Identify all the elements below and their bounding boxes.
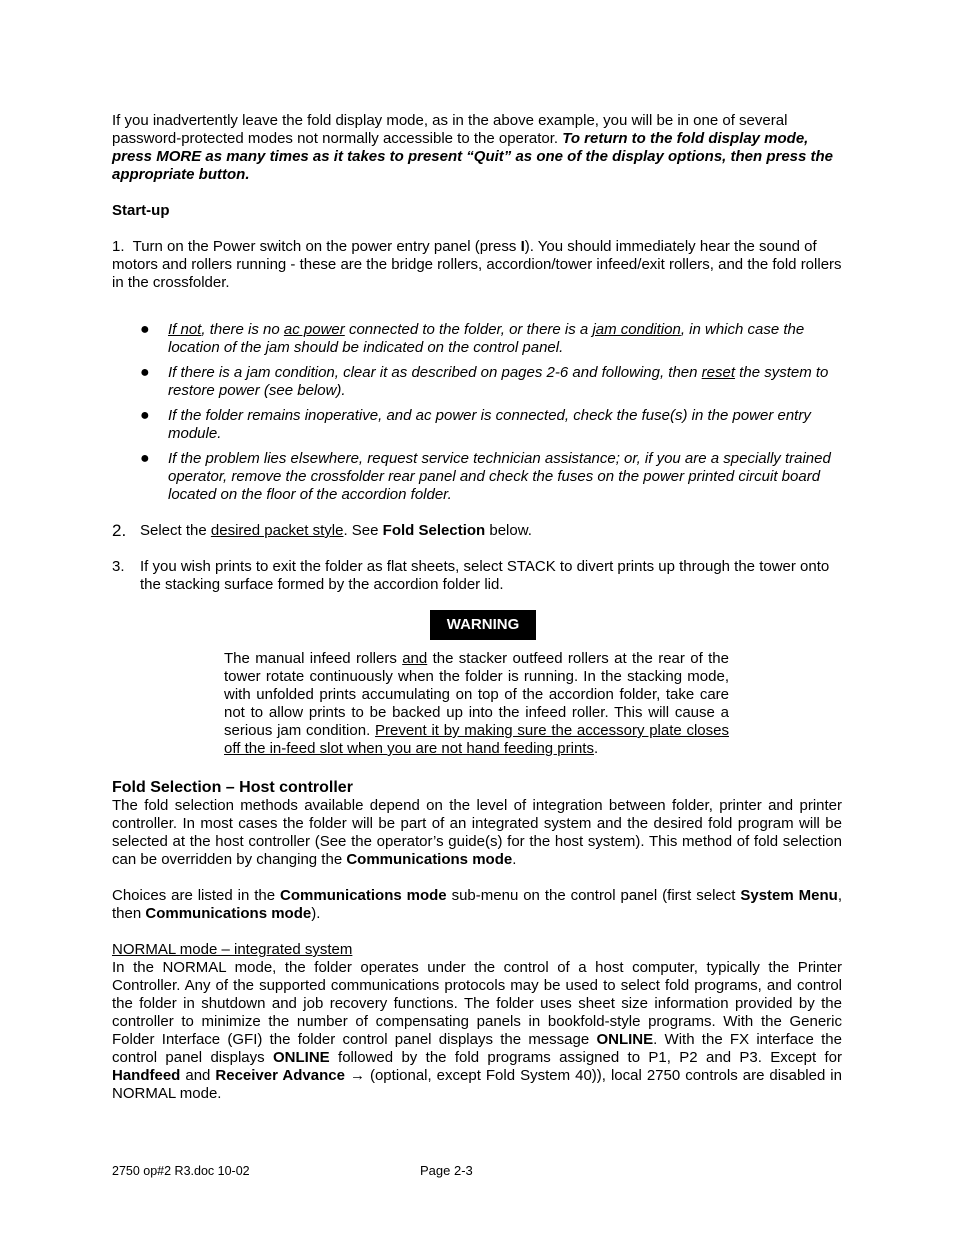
- bullet-item: [140, 407, 842, 443]
- step-1-text-b: ). You should immediately hear the sound of motors and rollers running - these are the bridge rollers, accordion/tower infeed/exit rollers, and the fold rollers in the crossfolder.: [112, 238, 842, 291]
- step-1-key: I: [520, 238, 525, 255]
- step-2-underlined: desired packet style: [210, 522, 344, 539]
- warning-badge: WARNING: [430, 610, 537, 640]
- bullet-item: [140, 450, 842, 504]
- bullet-icon: ●: [140, 450, 150, 467]
- fold-p2-b1: Communications mode: [280, 887, 447, 904]
- footer-page-number: Page 2-3: [420, 1163, 473, 1178]
- fold-p3-b3: Handfeed: [112, 1067, 181, 1084]
- bullet-1-t3: , in which case the location of the jam should be indicated on the control panel.: [168, 321, 805, 356]
- bullet-1-t1: , there is no: [201, 321, 284, 338]
- fold-p2-b3: Communications mode: [145, 905, 312, 922]
- bullet-1-u2: ac power: [283, 321, 345, 338]
- step-2-text-c: below.: [485, 522, 532, 539]
- intro-text: If you inadvertently leave the fold display mode, as in the above example, you will be in one of several password-protected modes not normally accessible to the operator.: [112, 112, 788, 147]
- fold-p3-d: followed by the fold programs assigned to P1, P2 and P3. Except for: [329, 1049, 843, 1066]
- fold-p1-bold: Communications mode: [346, 851, 513, 868]
- fold-paragraph-1: [112, 797, 842, 869]
- warning-banner-wrap: [112, 610, 842, 640]
- fold-p3-e: and: [180, 1067, 216, 1084]
- fold-p2-c: sub-menu on the control panel (first select: [446, 887, 741, 904]
- fold-p2-a: Choices are listed in the: [112, 887, 281, 904]
- bullet-2-u1: reset: [701, 364, 736, 381]
- intro-paragraph: [112, 112, 842, 184]
- fold-p2-e: ).: [311, 905, 321, 922]
- bullet-1-t2: connected to the folder, or there is a: [344, 321, 593, 338]
- bullet-4-text: If the problem lies elsewhere, request service technician assistance; or, if you are a specially trained operator, remove the crossfolder rear panel and check the fuses on the power printed circuit board located on the floor of the accordion folder.: [168, 450, 831, 503]
- startup-bullet-list: [140, 321, 842, 504]
- fold-p1-end: .: [512, 851, 517, 868]
- fold-p3-f: (optional, except Fold System 40)), local 2750 controls are disabled in NORMAL mode.: [112, 1067, 842, 1102]
- fold-p2-d: , then: [112, 887, 842, 922]
- startup-step-1: [112, 238, 842, 292]
- fold-paragraph-3: [112, 959, 842, 1103]
- step-2-number: 2.: [112, 521, 127, 540]
- step-3-number: 3.: [112, 558, 125, 575]
- fold-p3-b4: Receiver Advance: [215, 1067, 345, 1084]
- warning-t1: The manual infeed rollers: [224, 650, 403, 667]
- fold-p3-b2: ONLINE: [273, 1049, 330, 1066]
- warning-t2: the stacker outfeed rollers at the rear of the tower rotate continuously when the folder is running. In the stacking mode, with unfolded prints accumulating on top of the accordion folder, take care not to allow prints to be backed up into the infeed roller. This will cause a serious jam condition.: [224, 650, 729, 739]
- warning-u2: Prevent it by making sure the accessory plate closes off the in-feed slot when you are not hand feeding prints: [224, 722, 729, 757]
- startup-step-2: [112, 522, 842, 540]
- bullet-icon: ●: [140, 364, 150, 381]
- footer-doc-id: 2750 op#2 R3.doc 10-02: [112, 1164, 250, 1178]
- bullet-1-u1: If not: [168, 321, 202, 338]
- step-2-text-a: Select the: [140, 522, 211, 539]
- bullet-icon: ●: [140, 407, 150, 424]
- step-3-text: If you wish prints to exit the folder as flat sheets, select STACK to divert prints up through the tower onto the stacking surface formed by the accordion folder lid.: [140, 558, 830, 593]
- fold-p1-text: The fold selection methods available depend on the level of integration between folder, printer and printer controller. In most cases the folder will be part of an integrated system and the desired fold program will be selected at the host controller (See the operator’s guide(s) for the host system). This method of fold selection can be overridden by changing the: [112, 797, 842, 868]
- warning-text: [224, 650, 729, 758]
- warning-t3: .: [593, 740, 599, 757]
- step-1-number: 1.: [112, 238, 125, 255]
- fold-selection-heading: Fold Selection – Host controller: [112, 779, 353, 796]
- warning-u1: and: [402, 650, 428, 667]
- step-2-text-b: . See: [343, 522, 383, 539]
- bullet-item: [140, 321, 842, 357]
- step-1-text-a: Turn on the Power switch on the power entry panel (press: [132, 238, 521, 255]
- fold-p3-c: . With the FX interface the control panel displays: [112, 1031, 842, 1066]
- fold-paragraph-2: [112, 887, 842, 923]
- bullet-item: [140, 364, 842, 400]
- right-arrow-icon: →: [344, 1067, 370, 1084]
- fold-p3-a: In the NORMAL mode, the folder operates under the control of a host computer, typically the Printer Controller. Any of the supported communications protocols may be used to select fold programs, and control the folder in shutdown and job recovery functions. The folder uses sheet size information provided by the controller to minimize the number of compensating panels in bookfold-style programs. With the Generic Folder Interface (GFI) the folder control panel displays the message: [112, 959, 842, 1048]
- bullet-2-t2: the system to restore power (see below).: [168, 364, 829, 399]
- fold-p3-b1: ONLINE: [596, 1031, 654, 1048]
- bullet-2-t1: If there is a jam condition, clear it as described on pages 2-6 and following, then: [168, 364, 702, 381]
- bullet-3-text: If the folder remains inoperative, and ac power is connected, check the fuse(s) in the power entry module.: [168, 407, 811, 442]
- normal-mode-heading: NORMAL mode – integrated system: [112, 941, 353, 958]
- step-2-bold: Fold Selection: [382, 522, 486, 539]
- intro-instruction: To return to the fold display mode, press MORE as many times as it takes to present “Quit” as one of the display options, then press the appropriate button.: [112, 130, 834, 183]
- document-page: [112, 112, 842, 1103]
- startup-heading: Start-up: [112, 202, 170, 219]
- fold-p2-b2: System Menu: [740, 887, 838, 904]
- bullet-icon: ●: [140, 321, 150, 338]
- bullet-1-u3: jam condition: [592, 321, 681, 338]
- startup-step-3: [112, 558, 842, 594]
